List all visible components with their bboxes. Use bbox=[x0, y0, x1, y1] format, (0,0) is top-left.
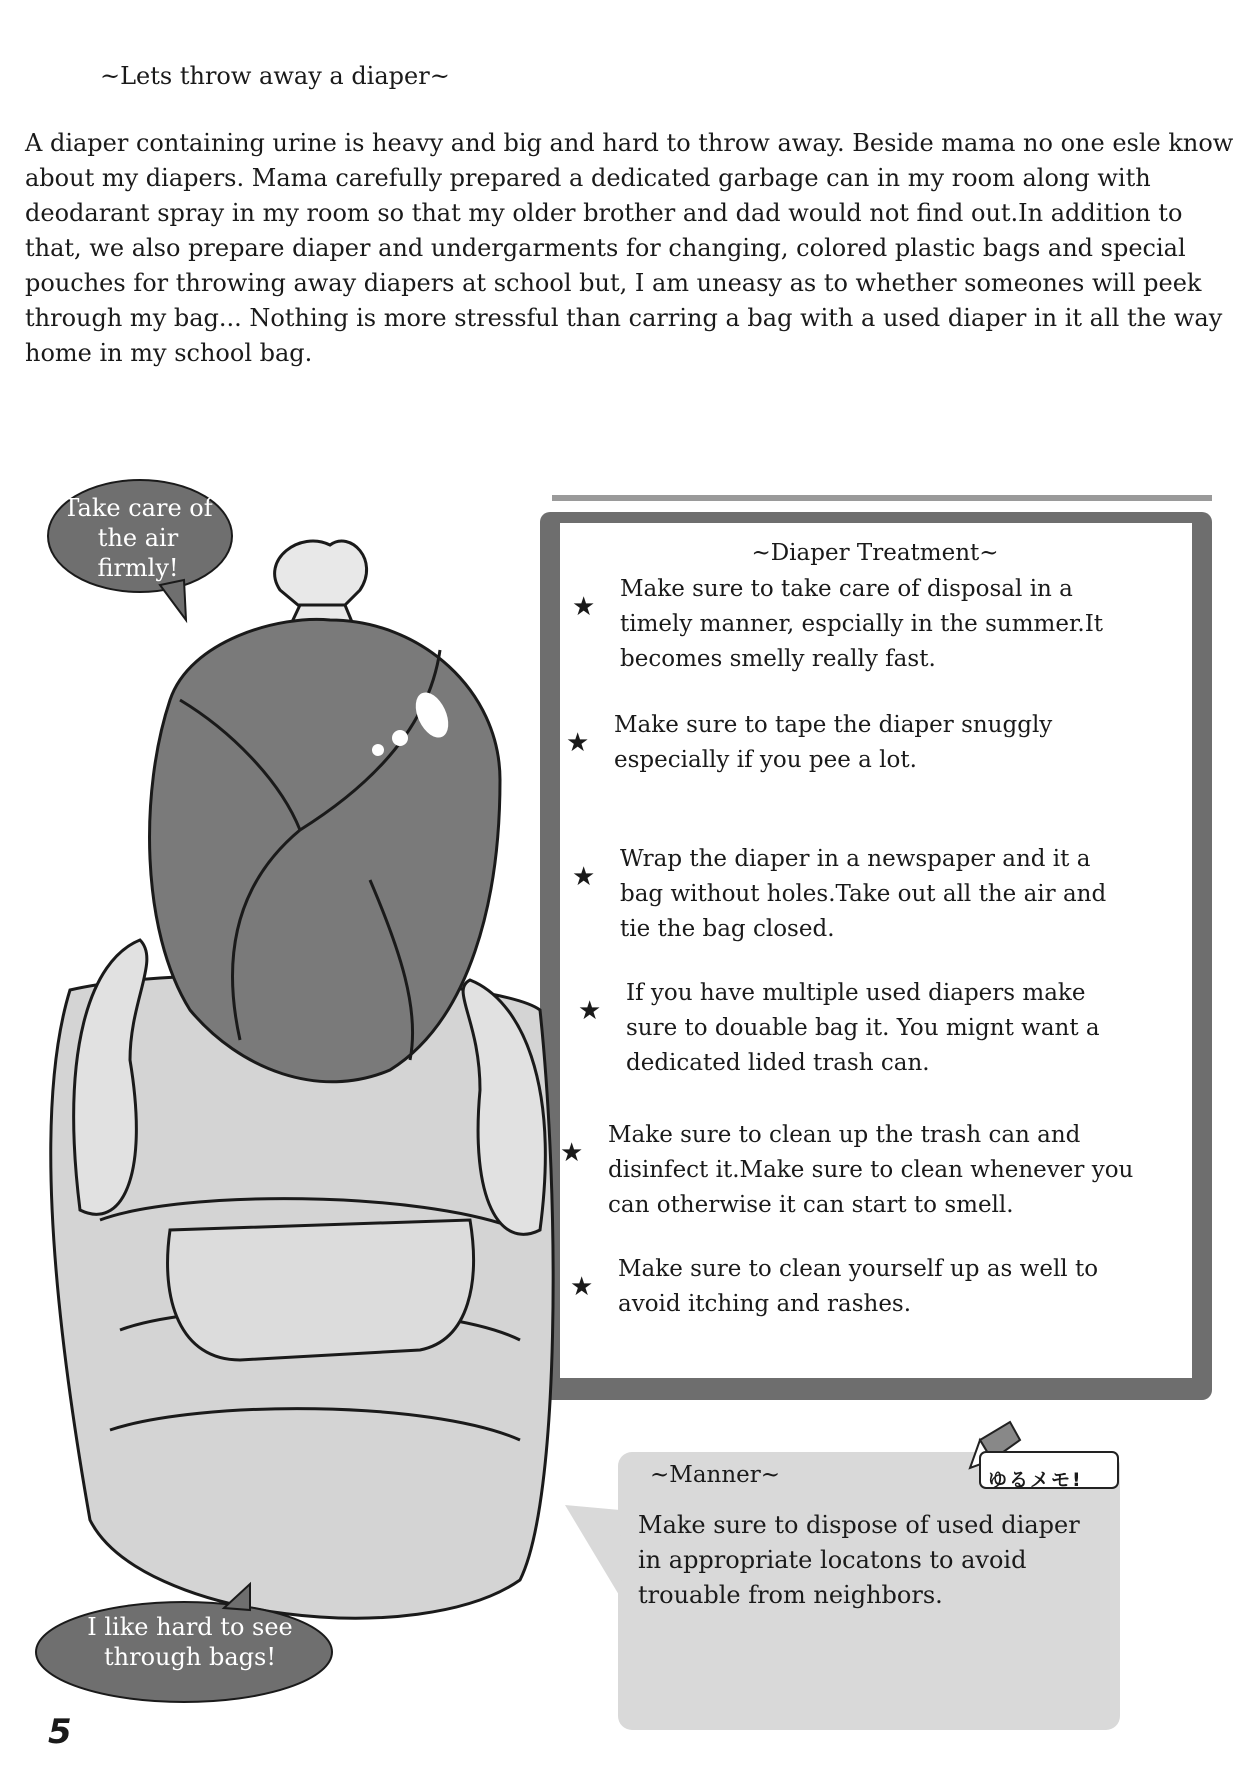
tip-text: Wrap the diaper in a newspaper and it a bag without holes.Take out all the air and tie the bag closed. bbox=[620, 846, 1107, 942]
star-icon: ★ bbox=[566, 728, 590, 758]
intro-paragraph: A diaper containing urine is heavy and big and hard to throw away. Beside mama no one esle know about my diapers. Mama carefully prepared a dedicated garbage can in my room along with deodarant spray in my room so that my older brother and dad would not find out.In addition to that, we also prepare diaper and undergarments for changing, colored plastic bags and special pouches for throwing away diapers at school but, I am uneasy as to whether someones will peek through my bag... Nothing is more stressful than carring a bag with a used diaper in it all the way home in my school bag. bbox=[25, 129, 1234, 367]
tip-text: Make sure to tape the diaper snuggly especially if you pee a lot. bbox=[614, 712, 1053, 773]
treatment-tip bbox=[572, 572, 1140, 677]
star-icon: ★ bbox=[572, 592, 596, 622]
star-icon: ★ bbox=[560, 1138, 584, 1168]
star-icon: ★ bbox=[572, 862, 596, 892]
treatment-tip bbox=[560, 1118, 1178, 1223]
memo-tag: ゆるメモ! bbox=[988, 1469, 1083, 1491]
treatment-title: ~Diaper Treatment~ bbox=[751, 540, 999, 566]
page-number: 5 bbox=[48, 1712, 72, 1752]
tip-text: Make sure to take care of disposal in a timely manner, espcially in the summer.It becomes smelly really fast. bbox=[620, 576, 1104, 672]
bubble-top-text: Take care of the air firmly! bbox=[63, 494, 213, 582]
intro-title: ~Lets throw away a diaper~ bbox=[100, 62, 450, 90]
treatment-tip bbox=[566, 708, 1144, 778]
tip-text: Make sure to clean yourself up as well to avoid itching and rashes. bbox=[618, 1256, 1099, 1317]
treatment-panel bbox=[560, 520, 1190, 1380]
star-icon: ★ bbox=[570, 1272, 594, 1302]
treatment-tip bbox=[570, 1252, 1148, 1322]
tip-text: Make sure to clean up the trash can and disinfect it.Make sure to clean whenever you can otherwise it can start to smell. bbox=[608, 1122, 1134, 1218]
manner-box-pointer bbox=[565, 1505, 622, 1600]
tip-text: If you have multiple used diapers make sure to douable bag it. You mignt want a dedicated lided trash can. bbox=[626, 980, 1100, 1076]
tied-bag-illustration bbox=[150, 541, 500, 1082]
star-icon: ★ bbox=[578, 996, 602, 1026]
treatment-tip bbox=[578, 976, 1136, 1081]
manner-title: ~Manner~ bbox=[650, 1462, 781, 1488]
bubble-bottom-text: I like hard to see through bags! bbox=[87, 1613, 293, 1671]
manner-text: Make sure to dispose of used diaper in appropriate locatons to avoid trouable from neighbors. bbox=[638, 1511, 1080, 1609]
treatment-tip bbox=[572, 842, 1120, 947]
